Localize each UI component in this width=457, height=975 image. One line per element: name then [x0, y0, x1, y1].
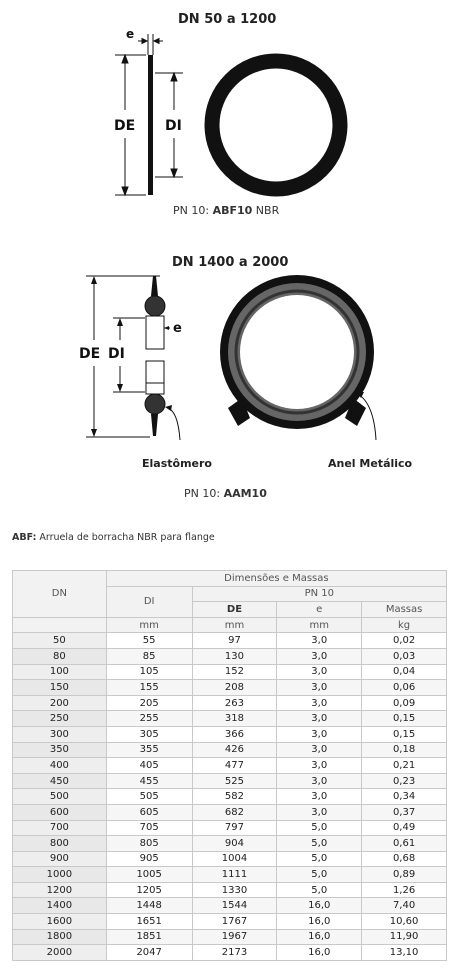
- table-row: [13, 804, 447, 820]
- cell-de: 152: [192, 664, 277, 680]
- cell-e: 3,0: [277, 695, 362, 711]
- cell-e: 3,0: [277, 804, 362, 820]
- cell-dn: 200: [13, 695, 107, 711]
- cell-massas: 0,49: [362, 820, 447, 836]
- cell-massas: 0,18: [362, 742, 447, 758]
- cell-massas: 0,04: [362, 664, 447, 680]
- header-dn: DN: [13, 571, 107, 618]
- cell-massas: 1,26: [362, 882, 447, 898]
- cell-dn: 900: [13, 851, 107, 867]
- cell-di: 2047: [106, 945, 192, 961]
- header-de: DE: [192, 602, 277, 618]
- cell-di: 405: [106, 758, 192, 774]
- figure1-caption: [173, 204, 279, 217]
- cell-de: 904: [192, 836, 277, 852]
- cell-e: 16,0: [277, 914, 362, 930]
- header-pn: PN 10: [192, 586, 446, 602]
- figure1-label-di: DI: [165, 118, 182, 134]
- cell-dn: 1800: [13, 929, 107, 945]
- cell-massas: 0,02: [362, 633, 447, 649]
- cell-dn: 250: [13, 711, 107, 727]
- cell-di: 805: [106, 836, 192, 852]
- cell-e: 3,0: [277, 664, 362, 680]
- cell-e: 3,0: [277, 648, 362, 664]
- cell-massas: 0,21: [362, 758, 447, 774]
- cell-dn: 700: [13, 820, 107, 836]
- cell-massas: 0,68: [362, 851, 447, 867]
- table-row: [13, 851, 447, 867]
- cell-di: 355: [106, 742, 192, 758]
- cell-di: 1448: [106, 898, 192, 914]
- cell-de: 97: [192, 633, 277, 649]
- figure2-caption: [184, 487, 267, 500]
- cell-massas: 0,23: [362, 773, 447, 789]
- cell-de: 1544: [192, 898, 277, 914]
- cell-massas: 0,15: [362, 711, 447, 727]
- cell-de: 366: [192, 726, 277, 742]
- cell-dn: 1200: [13, 882, 107, 898]
- table-row: [13, 836, 447, 852]
- cell-e: 16,0: [277, 898, 362, 914]
- cell-dn: 450: [13, 773, 107, 789]
- table-row: [13, 633, 447, 649]
- cell-di: 705: [106, 820, 192, 836]
- label-anel-metalico: Anel Metálico: [328, 457, 413, 470]
- unit-e: mm: [277, 617, 362, 633]
- note-text: Arruela de borracha NBR para flange: [36, 532, 215, 543]
- cell-dn: 100: [13, 664, 107, 680]
- cell-di: 1651: [106, 914, 192, 930]
- figure2-caption-code: AAM10: [223, 487, 267, 500]
- unit-di: mm: [106, 617, 192, 633]
- table-row: [13, 773, 447, 789]
- cell-dn: 150: [13, 680, 107, 696]
- cell-de: 682: [192, 804, 277, 820]
- figure2-label-de: DE: [79, 346, 101, 362]
- cell-e: 3,0: [277, 680, 362, 696]
- cell-de: 1004: [192, 851, 277, 867]
- table-body: [13, 633, 447, 960]
- cell-di: 1851: [106, 929, 192, 945]
- cell-de: 797: [192, 820, 277, 836]
- cell-de: 477: [192, 758, 277, 774]
- cell-di: 1005: [106, 867, 192, 883]
- cell-de: 130: [192, 648, 277, 664]
- cell-di: 305: [106, 726, 192, 742]
- cell-di: 255: [106, 711, 192, 727]
- table-row: [13, 882, 447, 898]
- figure2-label-di: DI: [108, 346, 125, 362]
- cell-de: 318: [192, 711, 277, 727]
- figure1-label-e: e: [126, 28, 135, 41]
- header-massas: Massas: [362, 602, 447, 618]
- unit-de: mm: [192, 617, 277, 633]
- cell-e: 3,0: [277, 711, 362, 727]
- cell-de: 263: [192, 695, 277, 711]
- cell-dn: 1400: [13, 898, 107, 914]
- figure2-caption-prefix: PN 10:: [184, 487, 224, 500]
- figure1-caption-prefix: PN 10:: [173, 204, 213, 217]
- table-row: [13, 726, 447, 742]
- cell-dn: 350: [13, 742, 107, 758]
- table-row: [13, 929, 447, 945]
- cell-e: 5,0: [277, 820, 362, 836]
- cell-dn: 500: [13, 789, 107, 805]
- unit-massas: kg: [362, 617, 447, 633]
- cell-dn: 400: [13, 758, 107, 774]
- cell-di: 105: [106, 664, 192, 680]
- dimensions-table: [12, 570, 447, 961]
- cell-de: 1111: [192, 867, 277, 883]
- cell-di: 505: [106, 789, 192, 805]
- cell-di: 1205: [106, 882, 192, 898]
- cell-e: 5,0: [277, 882, 362, 898]
- cell-di: 85: [106, 648, 192, 664]
- table-row: [13, 711, 447, 727]
- cell-dn: 1600: [13, 914, 107, 930]
- cell-massas: 0,15: [362, 726, 447, 742]
- cell-e: 3,0: [277, 742, 362, 758]
- table-row: [13, 695, 447, 711]
- cell-e: 3,0: [277, 789, 362, 805]
- cell-di: 455: [106, 773, 192, 789]
- cell-massas: 11,90: [362, 929, 447, 945]
- figure2-drawing: [0, 272, 457, 472]
- cell-di: 205: [106, 695, 192, 711]
- cell-massas: 0,03: [362, 648, 447, 664]
- metal-ring-drawing: [220, 275, 376, 440]
- figure1-caption-suffix: NBR: [252, 204, 280, 217]
- cell-dn: 50: [13, 633, 107, 649]
- figure1-caption-code: ABF10: [212, 204, 253, 217]
- header-di: DI: [106, 586, 192, 617]
- cell-massas: 0,09: [362, 695, 447, 711]
- cell-massas: 0,06: [362, 680, 447, 696]
- table-header: [13, 571, 447, 633]
- cell-e: 16,0: [277, 929, 362, 945]
- cell-dn: 2000: [13, 945, 107, 961]
- abbreviation-note: [12, 532, 215, 543]
- cell-de: 1767: [192, 914, 277, 930]
- cell-dn: 300: [13, 726, 107, 742]
- table-row: [13, 914, 447, 930]
- cell-e: 3,0: [277, 633, 362, 649]
- figure2-label-e: e: [173, 321, 182, 336]
- figure1-label-de: DE: [114, 118, 136, 134]
- cell-e: 16,0: [277, 945, 362, 961]
- table-row: [13, 867, 447, 883]
- cell-massas: 0,34: [362, 789, 447, 805]
- cell-de: 426: [192, 742, 277, 758]
- cell-e: 3,0: [277, 758, 362, 774]
- cell-di: 605: [106, 804, 192, 820]
- cell-dn: 1000: [13, 867, 107, 883]
- table-row: [13, 664, 447, 680]
- cell-de: 525: [192, 773, 277, 789]
- table-row: [13, 898, 447, 914]
- table-row: [13, 789, 447, 805]
- cell-e: 5,0: [277, 836, 362, 852]
- table-row: [13, 945, 447, 961]
- cell-de: 582: [192, 789, 277, 805]
- table-row: [13, 820, 447, 836]
- cell-massas: 0,37: [362, 804, 447, 820]
- table-row: [13, 648, 447, 664]
- cell-massas: 10,60: [362, 914, 447, 930]
- cell-dn: 80: [13, 648, 107, 664]
- cell-dn: 600: [13, 804, 107, 820]
- header-group: Dimensões e Massas: [106, 571, 446, 587]
- cell-e: 3,0: [277, 726, 362, 742]
- figure1-title: DN 50 a 1200: [178, 12, 277, 27]
- table-row: [13, 742, 447, 758]
- unit-dn: [13, 617, 107, 633]
- table-row: [13, 758, 447, 774]
- cell-massas: 0,89: [362, 867, 447, 883]
- cell-di: 55: [106, 633, 192, 649]
- cell-massas: 13,10: [362, 945, 447, 961]
- cell-di: 155: [106, 680, 192, 696]
- cell-e: 5,0: [277, 867, 362, 883]
- cell-de: 208: [192, 680, 277, 696]
- gasket-ring-drawing: [212, 61, 340, 189]
- cell-de: 1967: [192, 929, 277, 945]
- figure1-drawing: [0, 28, 457, 203]
- header-e: e: [277, 602, 362, 618]
- cell-de: 1330: [192, 882, 277, 898]
- label-elastomero: Elastômero: [142, 457, 212, 470]
- figure2-title: DN 1400 a 2000: [172, 255, 289, 270]
- gasket-profile-drawing: [115, 34, 183, 195]
- table-row: [13, 680, 447, 696]
- cell-e: 3,0: [277, 773, 362, 789]
- cell-e: 5,0: [277, 851, 362, 867]
- cell-de: 2173: [192, 945, 277, 961]
- note-abbr: ABF:: [12, 532, 37, 543]
- cell-di: 905: [106, 851, 192, 867]
- cell-massas: 7,40: [362, 898, 447, 914]
- cell-dn: 800: [13, 836, 107, 852]
- cell-massas: 0,61: [362, 836, 447, 852]
